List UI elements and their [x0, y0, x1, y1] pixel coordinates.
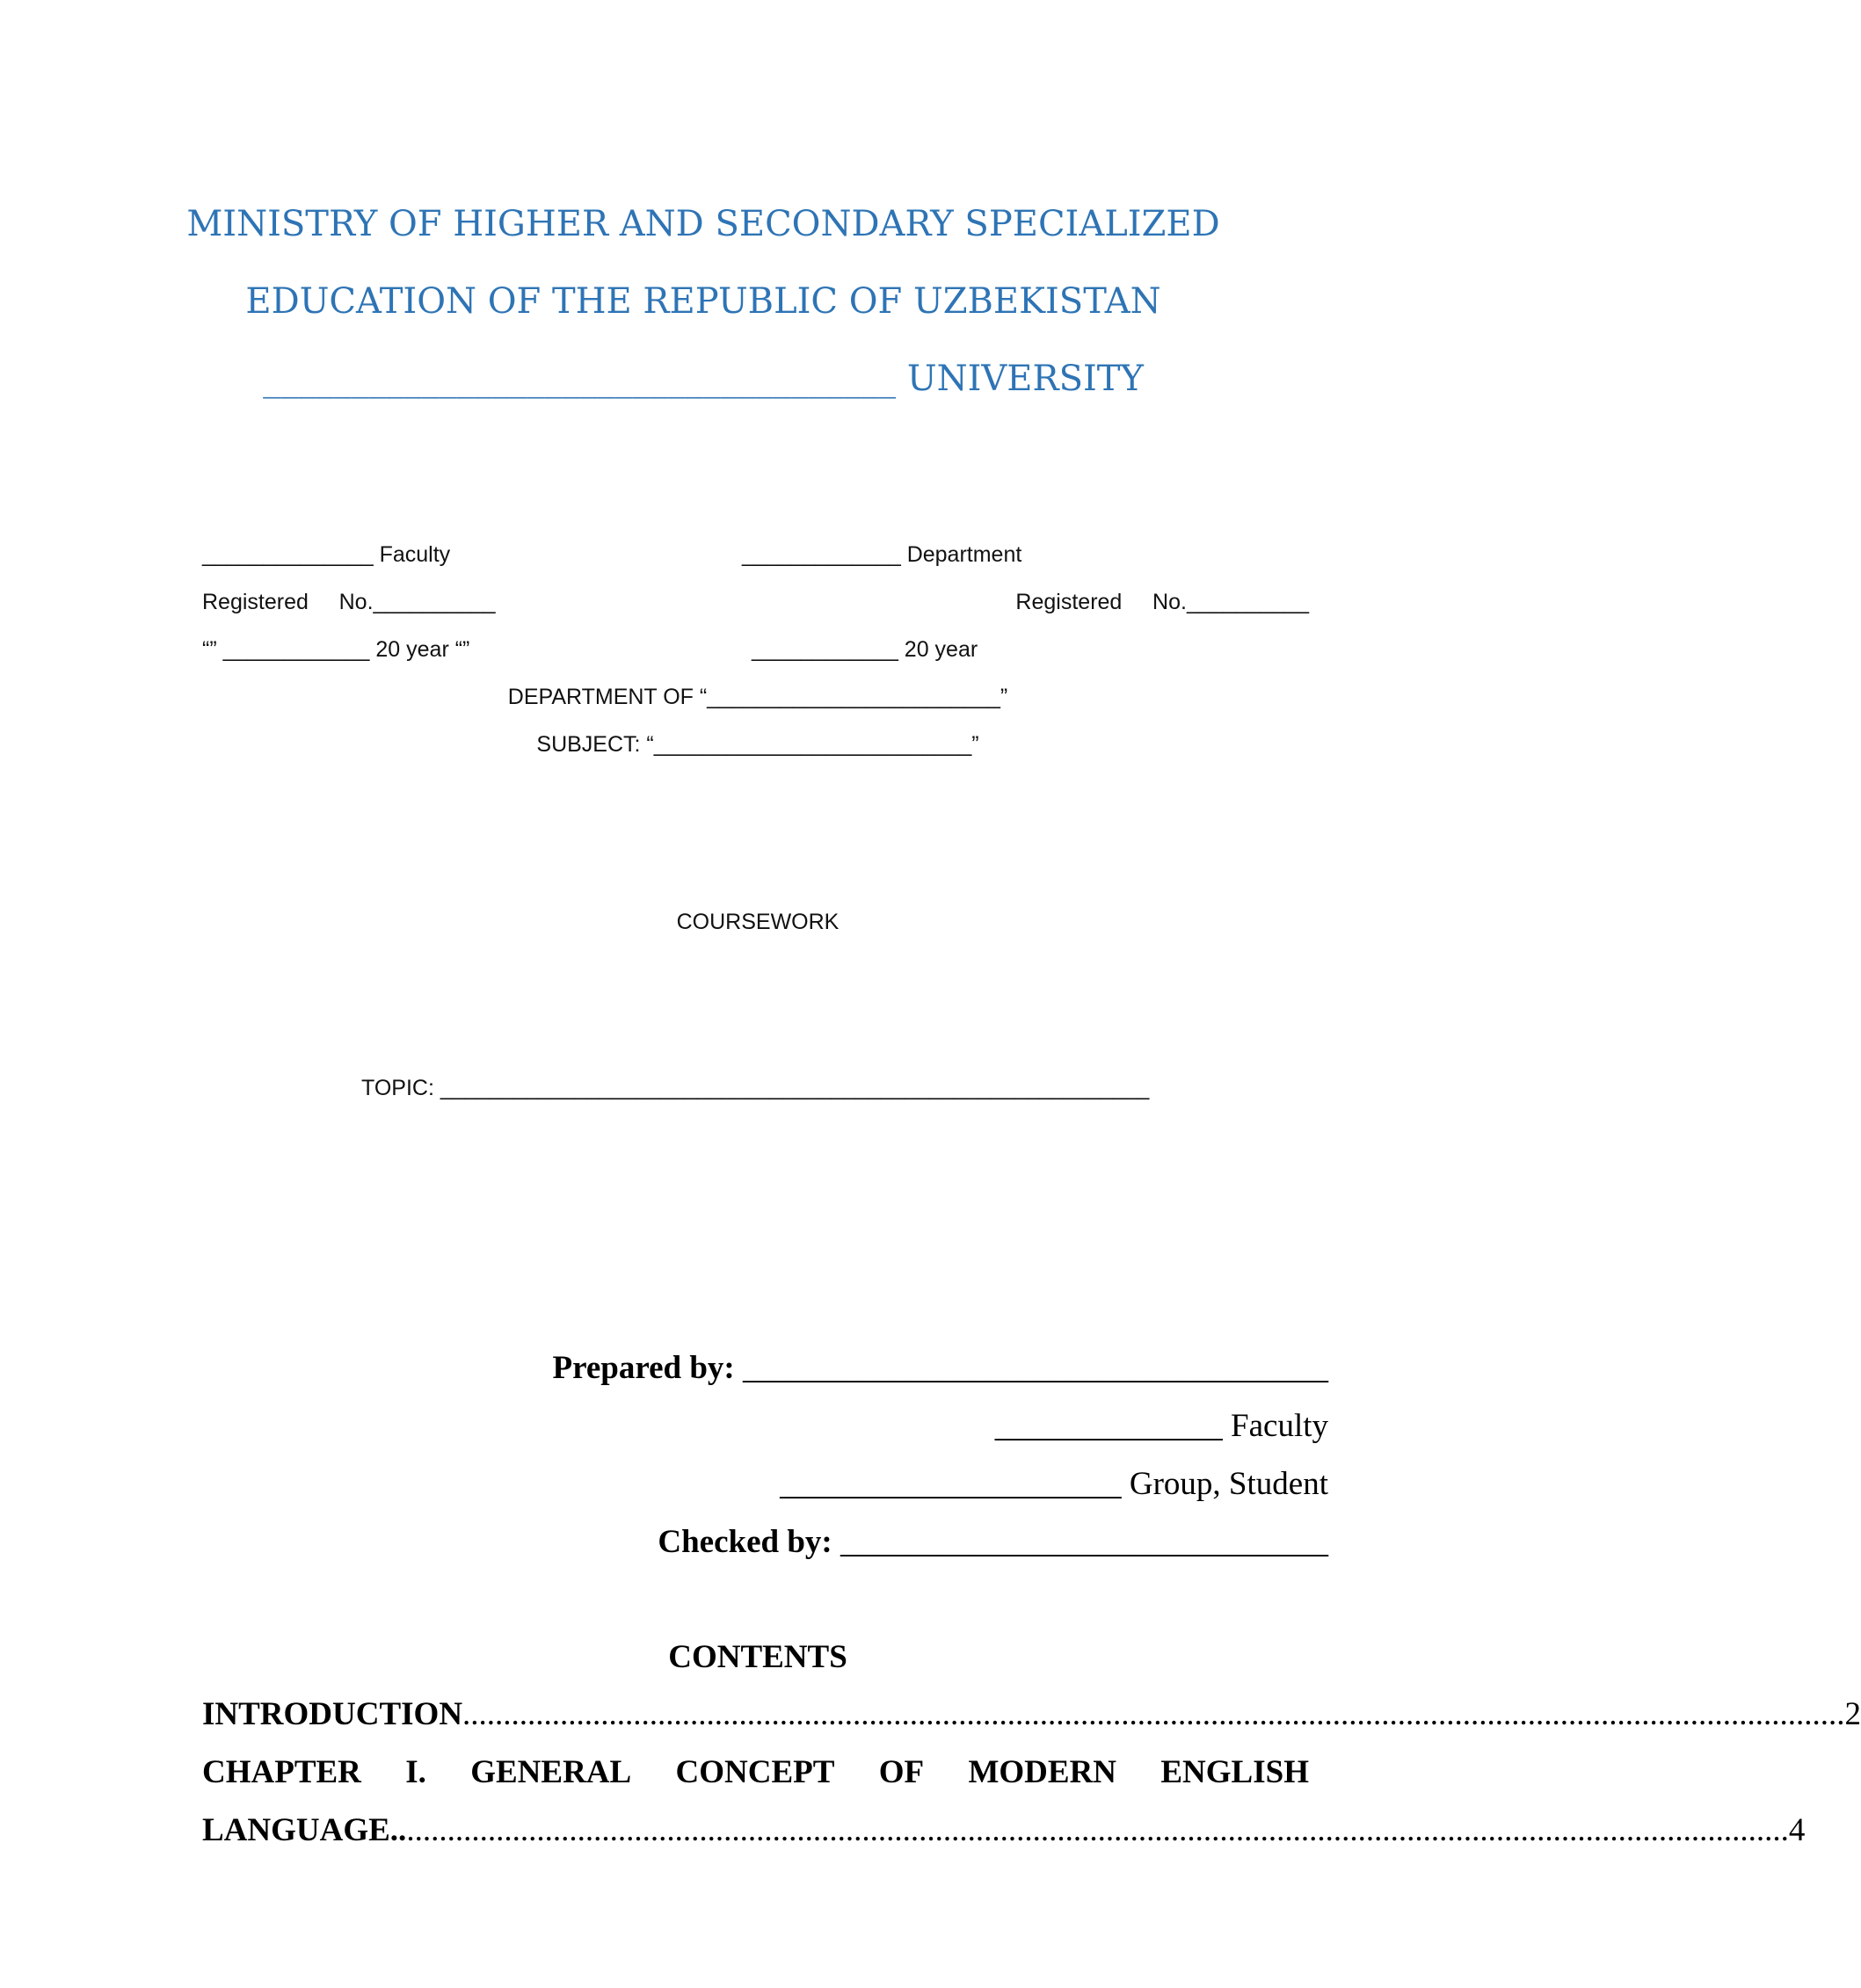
university-line: ____________________________________ UNIVERSITY	[263, 359, 1144, 399]
toc-word: I.	[405, 1754, 426, 1790]
group-student-line: _____________________ Group, Student	[780, 1466, 1328, 1502]
checked-by-line	[658, 1523, 1328, 1561]
ministry-header-line-1: MINISTRY OF HIGHER AND SECONDARY SPECIALIZED	[186, 204, 1220, 244]
toc-leader-dots: ..........................................................................................................................................................................	[462, 1696, 1845, 1732]
date-right: ____________ 20 year	[752, 637, 978, 662]
registered-no-right: Registered No.__________	[1015, 590, 1309, 614]
department-of-line: DEPARTMENT OF “________________________”	[507, 685, 1008, 709]
toc-item-label: INTRODUCTION	[202, 1696, 463, 1732]
registered-no-left: Registered No.__________	[202, 590, 496, 614]
prepared-by-label: Prepared by:	[552, 1350, 735, 1386]
toc-word: MODERN	[968, 1754, 1117, 1790]
department-blank: _____________ Department	[742, 542, 1022, 567]
subject-line: SUBJECT: “__________________________”	[536, 732, 979, 757]
toc-item-chapter-1-line-2	[202, 1811, 1806, 1849]
toc-leader-dots: ..........................................................................................................................................................................	[406, 1812, 1789, 1848]
faculty-blank: ______________ Faculty	[202, 542, 451, 567]
prepared-by-line	[552, 1349, 1328, 1387]
toc-page-number: 2	[1844, 1696, 1861, 1732]
ministry-header-line-2: EDUCATION OF THE REPUBLIC OF UZBEKISTAN	[245, 281, 1161, 322]
checked-by-label: Checked by:	[658, 1524, 832, 1560]
toc-word: ENGLISH	[1160, 1754, 1309, 1790]
toc-item-introduction	[202, 1695, 1861, 1733]
topic-line: TOPIC: __________________________________________________________	[361, 1076, 1150, 1100]
coursework-title: COURSEWORK	[676, 910, 840, 934]
checked-by-blank: ______________________________	[840, 1524, 1328, 1560]
toc-item-label: LANGUAGE..	[202, 1812, 407, 1848]
student-faculty-line: ______________ Faculty	[994, 1408, 1328, 1444]
toc-word: GENERAL	[470, 1754, 632, 1790]
toc-word: CONCEPT	[675, 1754, 835, 1790]
toc-item-chapter-1-line-1	[202, 1753, 1309, 1791]
date-left: “” ____________ 20 year “”	[202, 637, 470, 662]
contents-heading: CONTENTS	[668, 1639, 847, 1675]
toc-word: OF	[878, 1754, 925, 1790]
prepared-by-blank: ____________________________________	[743, 1350, 1328, 1386]
toc-page-number: 4	[1788, 1812, 1806, 1848]
toc-word: CHAPTER	[202, 1754, 361, 1790]
